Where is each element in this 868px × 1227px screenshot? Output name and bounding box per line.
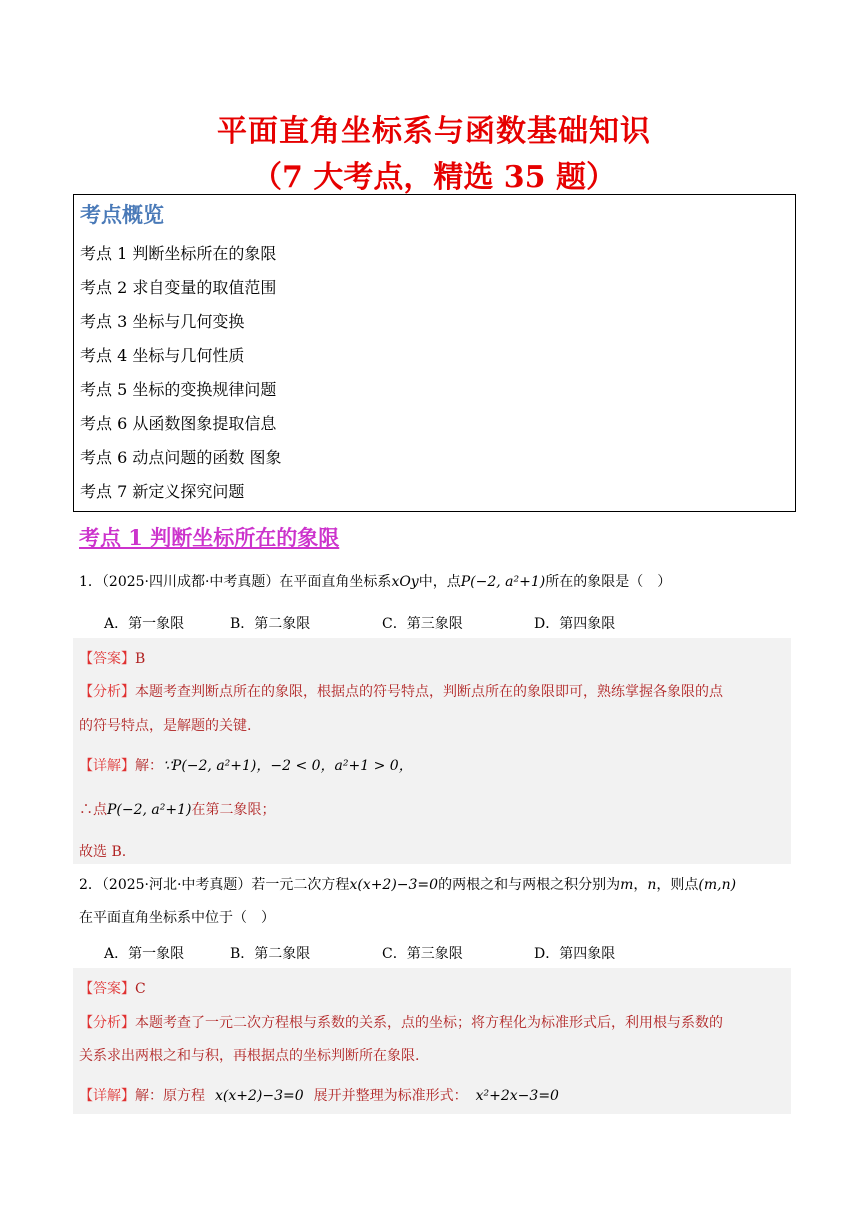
analysis-text: 本题考查了一元二次方程根与系数的关系，点的坐标；将方程化为标准形式后，利用根与系数的 [135,1015,723,1031]
answer-tag: 【答案】 [79,651,135,667]
analysis-line [79,681,723,701]
question-text: 2．（2025·河北·中考真题）若一元二次方程 [79,877,350,893]
analysis-tag: 【分析】 [79,1015,135,1031]
question-1-answer-box [73,638,791,864]
detail-line [79,799,275,819]
math-equation: x(x+2)−3=0 [215,1088,304,1104]
overview-item: 考点 6 从函数图象提取信息 [80,414,277,433]
detail-text: 展开并整理为标准形式： [313,1088,468,1104]
question-1-stem [79,572,671,592]
math-equation: x²+2x−3=0 [475,1088,559,1104]
analysis-text: 本题考查判断点所在的象限，根据点的符号特点，判断点所在的象限即可，熟练掌握各象限的点 [135,684,723,700]
detail-text: 在第二象限； [191,802,276,818]
page-title: 平面直角坐标系与函数基础知识 [217,114,651,149]
question-2-stem [79,875,736,895]
detail-line [79,1085,559,1105]
answer-tag: 【答案】 [79,981,135,997]
overview-item: 考点 3 坐标与几何变换 [80,312,245,331]
math-equation: x(x+2)−3=0 [349,877,439,893]
detail-text: 解： [135,758,163,774]
detail-tag: 【详解】 [79,1088,135,1104]
overview-item: 考点 7 新定义探究问题 [80,482,245,501]
option-b: B．第二象限 [230,946,311,962]
answer-value: B [135,651,146,667]
conclusion-line: 故选 B. [79,844,127,860]
math-point: P(−2, a²+1) [107,802,192,818]
analysis-line [79,1012,723,1032]
math-variable: xOy [391,574,419,590]
detail-text: 解：原方程 [135,1088,205,1104]
math-expression: ∵P(−2, a²+1)，−2 < 0，a²+1 > 0， [163,758,413,774]
detail-line [79,755,413,775]
analysis-line: 关系求出两根之和与积，再根据点的坐标判断所在象限. [79,1048,420,1064]
option-d: D．第四象限 [534,616,616,632]
analysis-tag: 【分析】 [79,684,135,700]
overview-box [73,194,796,512]
section-heading: 考点 1 判断坐标所在的象限 [79,525,340,550]
overview-item: 考点 5 坐标的变换规律问题 [80,380,277,399]
detail-tag: 【详解】 [79,758,135,774]
question-text: 1．（2025·四川成都·中考真题）在平面直角坐标系 [79,574,392,590]
question-text: ， [633,877,648,893]
math-point: (m,n) [698,877,737,893]
math-variable: n [647,877,657,893]
option-d: D．第四象限 [534,946,616,962]
answer-line [79,978,146,998]
question-text: 所在的象限是（ ） [545,574,672,590]
overview-item: 考点 1 判断坐标所在的象限 [80,244,277,263]
detail-text: ∴点 [79,802,107,818]
overview-item: 考点 4 坐标与几何性质 [80,346,245,365]
option-b: B．第二象限 [230,616,311,632]
option-a: A．第一象限 [104,616,185,632]
answer-line [79,648,145,668]
analysis-line: 的符号特点，是解题的关键. [79,718,252,734]
overview-item: 考点 6 动点问题的函数 图象 [80,448,282,467]
overview-heading: 考点概览 [80,202,164,227]
math-point: P(−2, a²+1) [460,574,546,590]
answer-value: C [135,981,146,997]
question-2-answer-box [73,968,791,1114]
overview-list [80,237,281,509]
question-text: ，则点 [656,877,699,893]
option-a: A．第一象限 [104,946,185,962]
option-c: C．第三象限 [382,616,463,632]
page-subtitle: （7 大考点，精选 35 题） [252,160,616,195]
math-variable: m [620,877,634,893]
option-c: C．第三象限 [382,946,463,962]
question-text: 的两根之和与两根之积分别为 [438,877,621,893]
overview-item: 考点 2 求自变量的取值范围 [80,278,277,297]
question-2-stem-line2: 在平面直角坐标系中位于（ ） [79,910,275,926]
question-text: 中，点 [418,574,461,590]
